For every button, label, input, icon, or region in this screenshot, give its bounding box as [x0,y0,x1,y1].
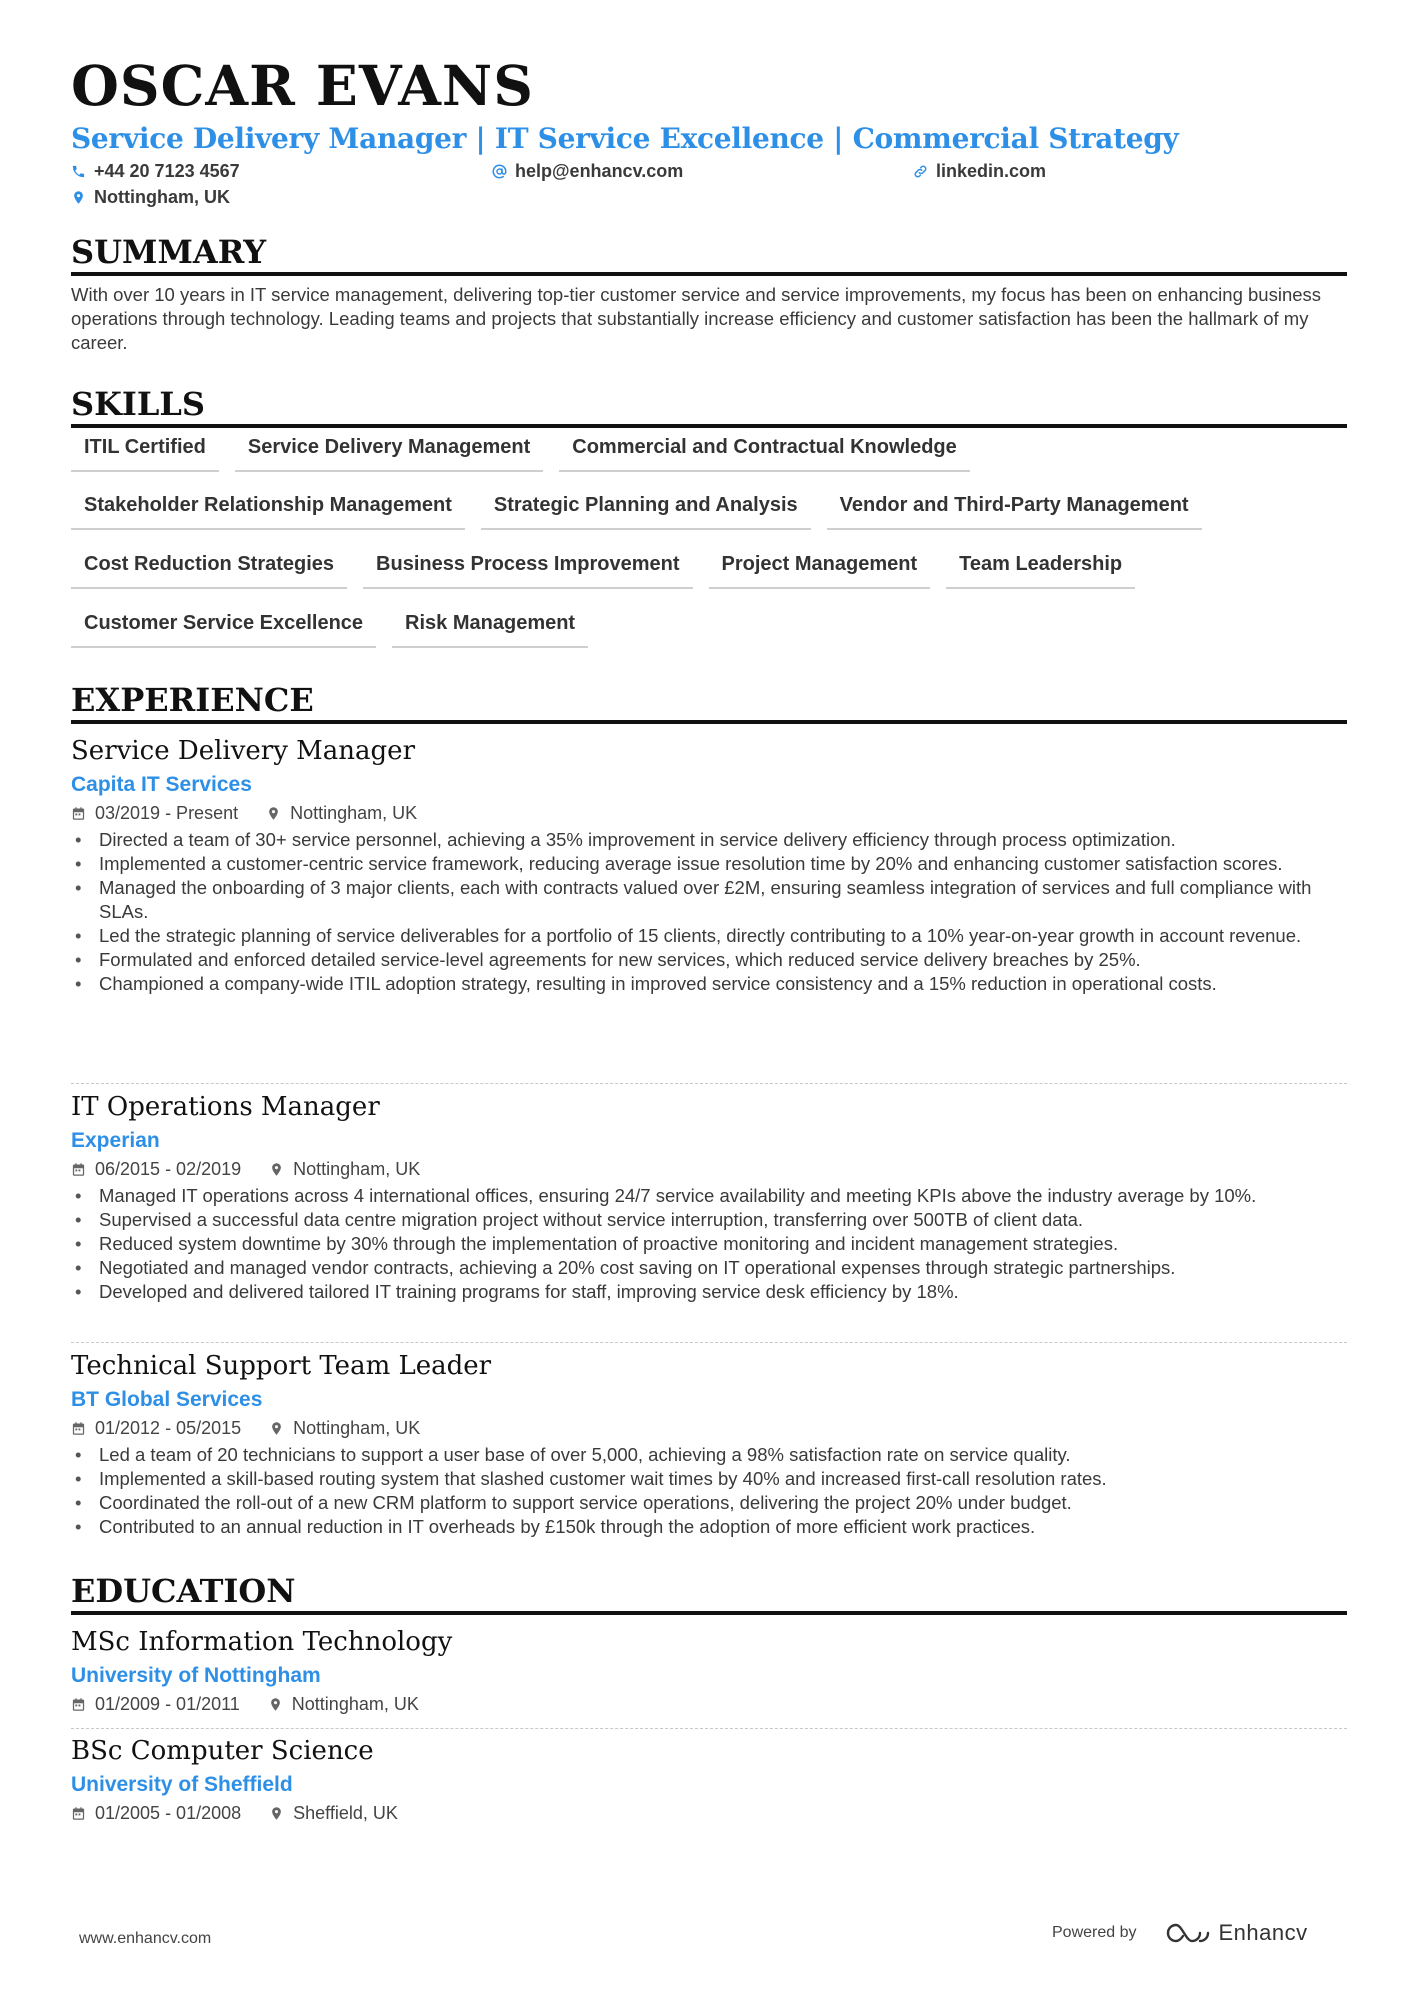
skill-tag: Team Leadership [946,549,1135,589]
bullet-list [71,828,1347,996]
education-meta [71,1691,1347,1717]
location-pin-icon [269,1162,284,1177]
company-name: BT Global Services [71,1388,263,1411]
bullet-item: • Coordinated the roll-out of a new CRM platform to support service operations, delivering the project 20% under budget. [71,1491,1347,1515]
contact-linkedin[interactable] [913,161,1046,182]
school-name: University of Nottingham [71,1664,321,1687]
location-text: Nottingham, UK [94,187,230,207]
bullet-item: • Contributed to an annual reduction in IT overheads by £150k through the adoption of more efficient work practices. [71,1515,1347,1539]
location-pin-icon [71,190,86,205]
brand-logo[interactable] [1165,1920,1308,1946]
job-title: Service Delivery Manager [71,736,415,766]
footer-powered-by [1052,1920,1308,1946]
skill-tag: ITIL Certified [71,432,219,472]
job-meta [71,1415,1347,1441]
experience-entry [71,1090,1347,1304]
company-name: Capita IT Services [71,773,252,796]
location-text: Nottingham, UK [291,1694,419,1714]
job-dates [71,1156,241,1182]
location-pin-icon [269,1806,284,1821]
education-entry [71,1734,1347,1826]
bullet-item: • Supervised a successful data centre migration project without service interruption, transferring over 500TB of client data. [71,1208,1347,1232]
calendar-icon [71,1697,86,1712]
bullet-item: • Led a team of 20 technicians to support a user base of over 5,000, achieving a 98% satisfaction rate on service quality. [71,1443,1347,1467]
skills-title: SKILLS [71,387,1347,428]
location-text: Nottingham, UK [293,1418,421,1438]
education-location [269,1800,398,1826]
skill-tag: Service Delivery Management [235,432,543,472]
skill-tag: Vendor and Third-Party Management [827,490,1202,530]
bullet-item: • Implemented a customer-centric service framework, reducing average issue resolution time by 20% and enhancing customer satisfaction scores. [71,852,1347,876]
dates-text: 01/2012 - 05/2015 [95,1418,242,1438]
skill-tag: Customer Service Excellence [71,608,376,648]
skill-tag: Stakeholder Relationship Management [71,490,465,530]
skill-tag: Risk Management [392,608,588,648]
job-location [269,1415,420,1441]
bullet-item: • Managed the onboarding of 3 major clients, each with contracts valued over £2M, ensuring seamless integration of services and full compliance with SLAs. [71,876,1347,924]
summary-title: SUMMARY [71,235,1347,276]
skill-tag: Cost Reduction Strategies [71,549,347,589]
experience-title: EXPERIENCE [71,683,1347,724]
job-title: Technical Support Team Leader [71,1351,492,1381]
company-name: Experian [71,1129,160,1152]
skill-tag: Strategic Planning and Analysis [481,490,811,530]
education-dates [71,1691,240,1717]
education-entry [71,1625,1347,1717]
dates-text: 01/2009 - 01/2011 [95,1694,240,1714]
location-text: Nottingham, UK [293,1159,421,1179]
calendar-icon [71,1421,86,1436]
job-dates [71,800,238,826]
skill-tag: Commercial and Contractual Knowledge [559,432,970,472]
calendar-icon [71,1806,86,1821]
degree-title: BSc Computer Science [71,1736,374,1766]
bullet-item: • Developed and delivered tailored IT training programs for staff, improving service desk efficiency by 18%. [71,1280,1347,1304]
bullet-item: • Managed IT operations across 4 international offices, ensuring 24/7 service availability and meeting KPIs above the industry average by 10%. [71,1184,1347,1208]
skill-row [71,432,986,472]
dates-text: 06/2015 - 02/2019 [95,1159,242,1179]
bullet-item: • Negotiated and managed vendor contracts, achieving a 20% cost saving on IT operational expenses through strategic partnerships. [71,1256,1347,1280]
entry-divider [71,1342,1347,1343]
school-name: University of Sheffield [71,1773,293,1796]
phone-icon [71,164,86,179]
location-text: Sheffield, UK [293,1803,398,1823]
job-meta [71,1156,1347,1182]
at-icon [492,164,507,179]
calendar-icon [71,1162,86,1177]
job-location [266,800,417,826]
experience-entry [71,734,1347,996]
skill-tag: Business Process Improvement [363,549,692,589]
education-meta [71,1800,1347,1826]
contact-location [71,187,230,208]
skill-row [71,490,1218,530]
candidate-name: OSCAR EVANS [71,53,534,118]
link-icon [913,164,928,179]
entry-divider [71,1083,1347,1084]
calendar-icon [71,806,86,821]
education-dates [71,1800,241,1826]
powered-by-text: Powered by [1052,1924,1137,1941]
contact-email[interactable] [492,161,683,182]
location-pin-icon [268,1697,283,1712]
enhancv-logo-icon [1165,1921,1211,1945]
brand-name: Enhancv [1218,1920,1308,1945]
job-title: IT Operations Manager [71,1092,380,1122]
headline: Service Delivery Manager | IT Service Excellence | Commercial Strategy [71,122,1179,155]
bullet-list [71,1443,1347,1539]
degree-title: MSc Information Technology [71,1627,453,1657]
bullet-list [71,1184,1347,1304]
bullet-item: • Reduced system downtime by 30% through the implementation of proactive monitoring and incident management strategies. [71,1232,1347,1256]
education-location [268,1691,419,1717]
location-text: Nottingham, UK [290,803,418,823]
job-dates [71,1415,241,1441]
job-location [269,1156,420,1182]
skill-tag: Project Management [709,549,931,589]
bullet-item: • Led the strategic planning of service deliverables for a portfolio of 15 clients, directly contributing to a 10% year-on-year growth in account revenue. [71,924,1347,948]
entry-divider [71,1728,1347,1729]
bullet-item: • Directed a team of 30+ service personnel, achieving a 35% improvement in service delivery efficiency through process optimization. [71,828,1347,852]
skill-row [71,549,1151,589]
contact-phone [71,161,240,182]
summary-text: With over 10 years in IT service management, delivering top-tier customer service and service improvements, my focus has been on enhancing business operations through technology. Leading teams and projects that substantially increase efficiency and customer satisfaction has been the hallmark of my career. [71,284,1322,353]
education-title: EDUCATION [71,1574,1347,1615]
linkedin-text: linkedin.com [936,161,1047,181]
location-pin-icon [269,1421,284,1436]
email-text: help@enhancv.com [515,161,684,181]
bullet-item: • Championed a company-wide ITIL adoption strategy, resulting in improved service consistency and a 15% reduction in operational costs. [71,972,1347,996]
footer-website[interactable]: www.enhancv.com [79,1930,212,1947]
dates-text: 03/2019 - Present [95,803,239,823]
bullet-item: • Formulated and enforced detailed service-level agreements for new services, which reduced service delivery breaches by 25%. [71,948,1347,972]
skill-row [71,608,604,648]
dates-text: 01/2005 - 01/2008 [95,1803,242,1823]
experience-entry [71,1349,1347,1539]
job-meta [71,800,1347,826]
location-pin-icon [266,806,281,821]
bullet-item: • Implemented a skill-based routing system that slashed customer wait times by 40% and increased first-call resolution rates. [71,1467,1347,1491]
phone-text: +44 20 7123 4567 [94,161,240,181]
